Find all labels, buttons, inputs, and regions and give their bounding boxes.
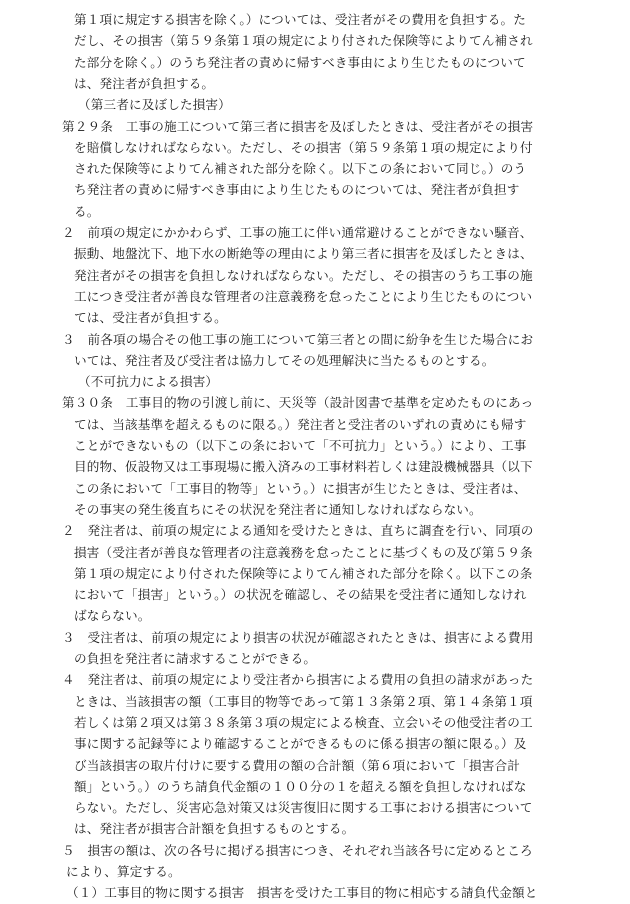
text-line: において「損害」という。）の状況を確認し、その結果を受注者に通知しなけれ xyxy=(74,587,527,603)
text-line: ときは、当該損害の額（工事目的物等であって第１３条第２項、第１４条第１項 xyxy=(74,693,533,709)
numbered-item-line: により、算定する。 xyxy=(66,864,181,879)
section-heading: （第三者に及ぼした損害） xyxy=(78,97,231,113)
text-line: 工につき受注者が善良な管理者の注意義務を怠ったことにより生じたものについ xyxy=(74,288,533,304)
text-line: 第１項の規定により付された保険等によりてん補された部分を除く。以下この条 xyxy=(74,565,533,581)
section-heading: （不可抗力による損害） xyxy=(78,374,219,390)
text-line: ち発注者の責めに帰すべき事由により生じたものについては、発注者が負担す xyxy=(74,182,520,198)
text-line: ことができないもの（以下この条において「不可抗力」という。）により、工事 xyxy=(74,438,527,453)
text-line: る。 xyxy=(74,203,100,219)
text-line: を賠償しなければならない。ただし、その損害（第５９条第１項の規定により付 xyxy=(74,139,533,155)
text-line: の負担を発注者に請求することができる。 xyxy=(74,651,317,666)
text-line: は、発注者が負担する。 xyxy=(74,75,215,91)
text-line: 振動、地盤沈下、地下水の断絶等の理由により第三者に損害を及ぼしたときは、 xyxy=(74,246,533,262)
paragraph-3: ３ 受注者は、前項の規定により損害の状況が確認されたときは、損害による費用 xyxy=(62,629,534,645)
text-line: その事実の発生後直ちにその状況を発注者に通知しなければならない。 xyxy=(74,501,482,517)
text-line: らない。ただし、災害応急対策又は災害復旧に関する工事における損害について xyxy=(74,800,533,816)
text-line: この条において「工事目的物等」という。）に損害が生じたときは、受注者は、 xyxy=(74,480,527,496)
numbered-item-line: （１）工事目的物に関する損害 損害を受けた工事目的物に相応する請負代金額と xyxy=(66,885,538,901)
paragraph-3: ３ 前各項の場合その他工事の施工について第三者との間に紛争を生じた場合にお xyxy=(62,331,534,347)
text-line: ては、受注者が負担する。 xyxy=(74,310,227,326)
text-line: された保険等によりてん補された部分を除く。以下この条において同じ。）のう xyxy=(74,161,527,177)
paragraph-2: ２ 発注者は、前項の規定による通知を受けたときは、直ちに調査を行い、同項の xyxy=(62,523,534,539)
text-line: 額」という。）のうち請負代金額の１００分の１を超える額を負担しなければな xyxy=(74,778,527,794)
text-line: は、発注者が損害合計額を負担するものとする。 xyxy=(74,821,355,837)
text-line: 目的物、仮設物又は工事現場に搬入済みの工事材料若しくは建設機械器具（以下 xyxy=(74,459,533,475)
text-line: 若しくは第２項又は第３８条第３項の規定による検査、立会いその他受注者の工 xyxy=(74,714,533,730)
text-line: いては、発注者及び受注者は協力してその処理解決に当たるものとする。 xyxy=(74,352,495,368)
paragraph-5: ５ 損害の額は、次の各号に掲げる損害につき、それぞれ当該各号に定めるところ xyxy=(62,842,533,858)
text-line: だし、その損害（第５９条第１項の規定により付された保険等によりてん補され xyxy=(74,33,533,49)
text-line: 発注者がその損害を負担しなければならない。ただし、その損害のうち工事の施 xyxy=(74,267,533,283)
paragraph-4: ４ 発注者は、前項の規定により受注者から損害による費用の負担の請求があった xyxy=(62,672,534,688)
text-line: ばならない。 xyxy=(74,608,151,624)
article-29-heading: 第２９条 工事の施工について第三者に損害を及ぼしたときは、受注者がその損害 xyxy=(62,118,534,134)
paragraph-2: ２ 前項の規定にかかわらず、工事の施工に伴い通常避けることができない騒音、 xyxy=(62,225,533,240)
text-line: 事に関する記録等により確認することができるものに係る損害の額に限る。）及 xyxy=(74,736,527,752)
text-line: び当該損害の取片付けに要する費用の額の合計額（第６項において「損害合計 xyxy=(74,757,521,773)
text-line: 第１項に規定する損害を除く。）については、受注者がその費用を負担する。た xyxy=(74,12,526,27)
article-30-heading: 第３０条 工事目的物の引渡し前に、天災等（設計図書で基準を定めたものにあっ xyxy=(62,395,534,411)
text-line: ては、当該基準を超えるものに限る。）発注者と受注者のいずれの責めにも帰す xyxy=(74,416,527,432)
text-line: 損害（受注者が善良な管理者の注意義務を怠ったことに基づくもの及び第５９条 xyxy=(74,544,533,560)
text-line: た部分を除く。）のうち発注者の責めに帰すべき事由により生じたものについて xyxy=(74,54,526,70)
